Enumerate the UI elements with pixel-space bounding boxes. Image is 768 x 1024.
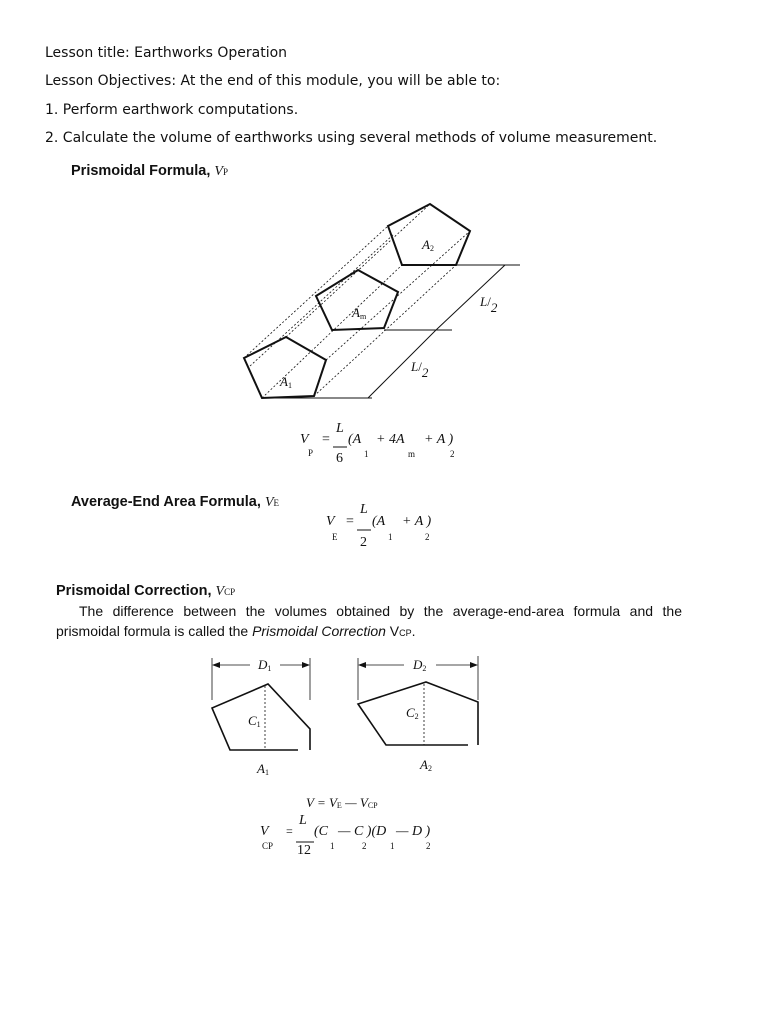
label-a1: A1 <box>280 374 292 390</box>
vcp-formula <box>260 813 431 858</box>
ve-v: V <box>326 514 335 529</box>
label-d2: D2 <box>413 657 427 673</box>
para-v: V <box>385 623 400 639</box>
vp-sm: m <box>408 449 416 459</box>
average-end-heading-text: Average-End Area Formula, <box>71 494 265 510</box>
vp-num: L <box>336 421 344 436</box>
correction-paragraph-line1: The difference between the volumes obtained by the average-end-area formula and the <box>79 603 682 619</box>
para-sub: CP <box>399 628 412 638</box>
label-half-l-upper: L/2 <box>480 294 498 315</box>
vp-mid: + 4A <box>376 432 405 447</box>
prismoid-figure <box>244 204 520 398</box>
vcp-minus2: — D ) <box>396 824 431 839</box>
para-start: prismoidal formula is called the <box>56 623 253 639</box>
vcp-open: (C <box>314 824 328 839</box>
d2-arrowhead-left <box>358 662 366 668</box>
prismoidal-heading-sub: P <box>222 167 228 177</box>
d1-arrowhead-right <box>302 662 310 668</box>
cross-section-labels <box>248 657 432 777</box>
objective-item-2: 2. Calculate the volume of earthworks using several methods of volume measurement. <box>45 130 658 146</box>
prismoidal-heading-symbol: V <box>214 164 223 179</box>
label-a2-section: A2 <box>420 757 432 773</box>
vcp-num: L <box>299 813 307 828</box>
cross-sections <box>212 656 478 750</box>
ve-plus: + A ) <box>402 514 432 529</box>
prismoidal-heading-text: Prismoidal Formula, <box>71 163 215 179</box>
average-end-formula <box>326 502 431 550</box>
dim-line-upper <box>436 265 505 330</box>
d1-arrowhead-left <box>212 662 220 668</box>
objective-item-1: 1. Perform earthwork computations. <box>45 102 299 118</box>
vp-open: (A <box>348 432 362 447</box>
ve-s2: 2 <box>425 532 430 542</box>
label-c1: C1 <box>248 713 261 729</box>
label-a2: A2 <box>422 237 434 253</box>
correction-heading-text: Prismoidal Correction, <box>56 583 216 599</box>
vp-s1: 1 <box>364 449 369 459</box>
vcp-minus1: — C )(D <box>338 824 387 839</box>
correction-relation <box>306 795 378 810</box>
label-d1: D1 <box>258 657 272 673</box>
vcp-s1: 1 <box>330 841 335 851</box>
label-half-l-lower: L/2 <box>411 359 429 380</box>
label-a1-section: A1 <box>257 761 269 777</box>
rel-text: V = VE — VCP <box>306 795 378 810</box>
ve-s1: 1 <box>388 532 393 542</box>
vp-v: V <box>300 432 309 447</box>
ve-open: (A <box>372 514 386 529</box>
area-am-shape <box>316 270 398 330</box>
d2-arrowhead-right <box>470 662 478 668</box>
vcp-sub: CP <box>262 841 274 851</box>
correction-heading-symbol: V <box>215 584 225 599</box>
correction-heading-sub: CP <box>224 587 236 597</box>
dim-line-lower <box>368 330 436 398</box>
prismoidal-formula <box>300 421 455 466</box>
lesson-objectives: Lesson Objectives: At the end of this module, you will be able to: <box>45 73 501 89</box>
para-end: . <box>411 623 416 639</box>
vcp-s2: 2 <box>362 841 367 851</box>
vcp-v: V <box>260 824 269 839</box>
section-1-shape <box>212 684 310 750</box>
prismoid-dashed-edges <box>244 204 470 398</box>
para-italic: Prismoidal Correction <box>252 623 386 639</box>
lesson-title: Lesson title: Earthworks Operation <box>45 45 288 61</box>
average-end-heading-symbol: V <box>264 495 274 510</box>
average-end-heading-sub: E <box>273 498 279 508</box>
area-a2-shape <box>388 204 470 265</box>
vcp-eq: = <box>286 824 293 838</box>
ve-num: L <box>360 502 368 517</box>
ve-sub: E <box>332 532 338 542</box>
vcp-s4: 2 <box>426 841 431 851</box>
vp-den: 6 <box>336 451 343 466</box>
ve-den: 2 <box>360 535 367 550</box>
vp-eq: = <box>322 432 330 447</box>
label-c2: C2 <box>406 705 419 721</box>
ve-eq: = <box>346 514 354 529</box>
vp-plus: + A ) <box>424 432 454 447</box>
vcp-s3: 1 <box>390 841 395 851</box>
vp-sub: P <box>308 448 314 458</box>
label-am: Am <box>352 305 367 321</box>
vp-s2: 2 <box>450 449 455 459</box>
vcp-den: 12 <box>297 843 311 858</box>
prismoid-labels <box>279 237 498 390</box>
